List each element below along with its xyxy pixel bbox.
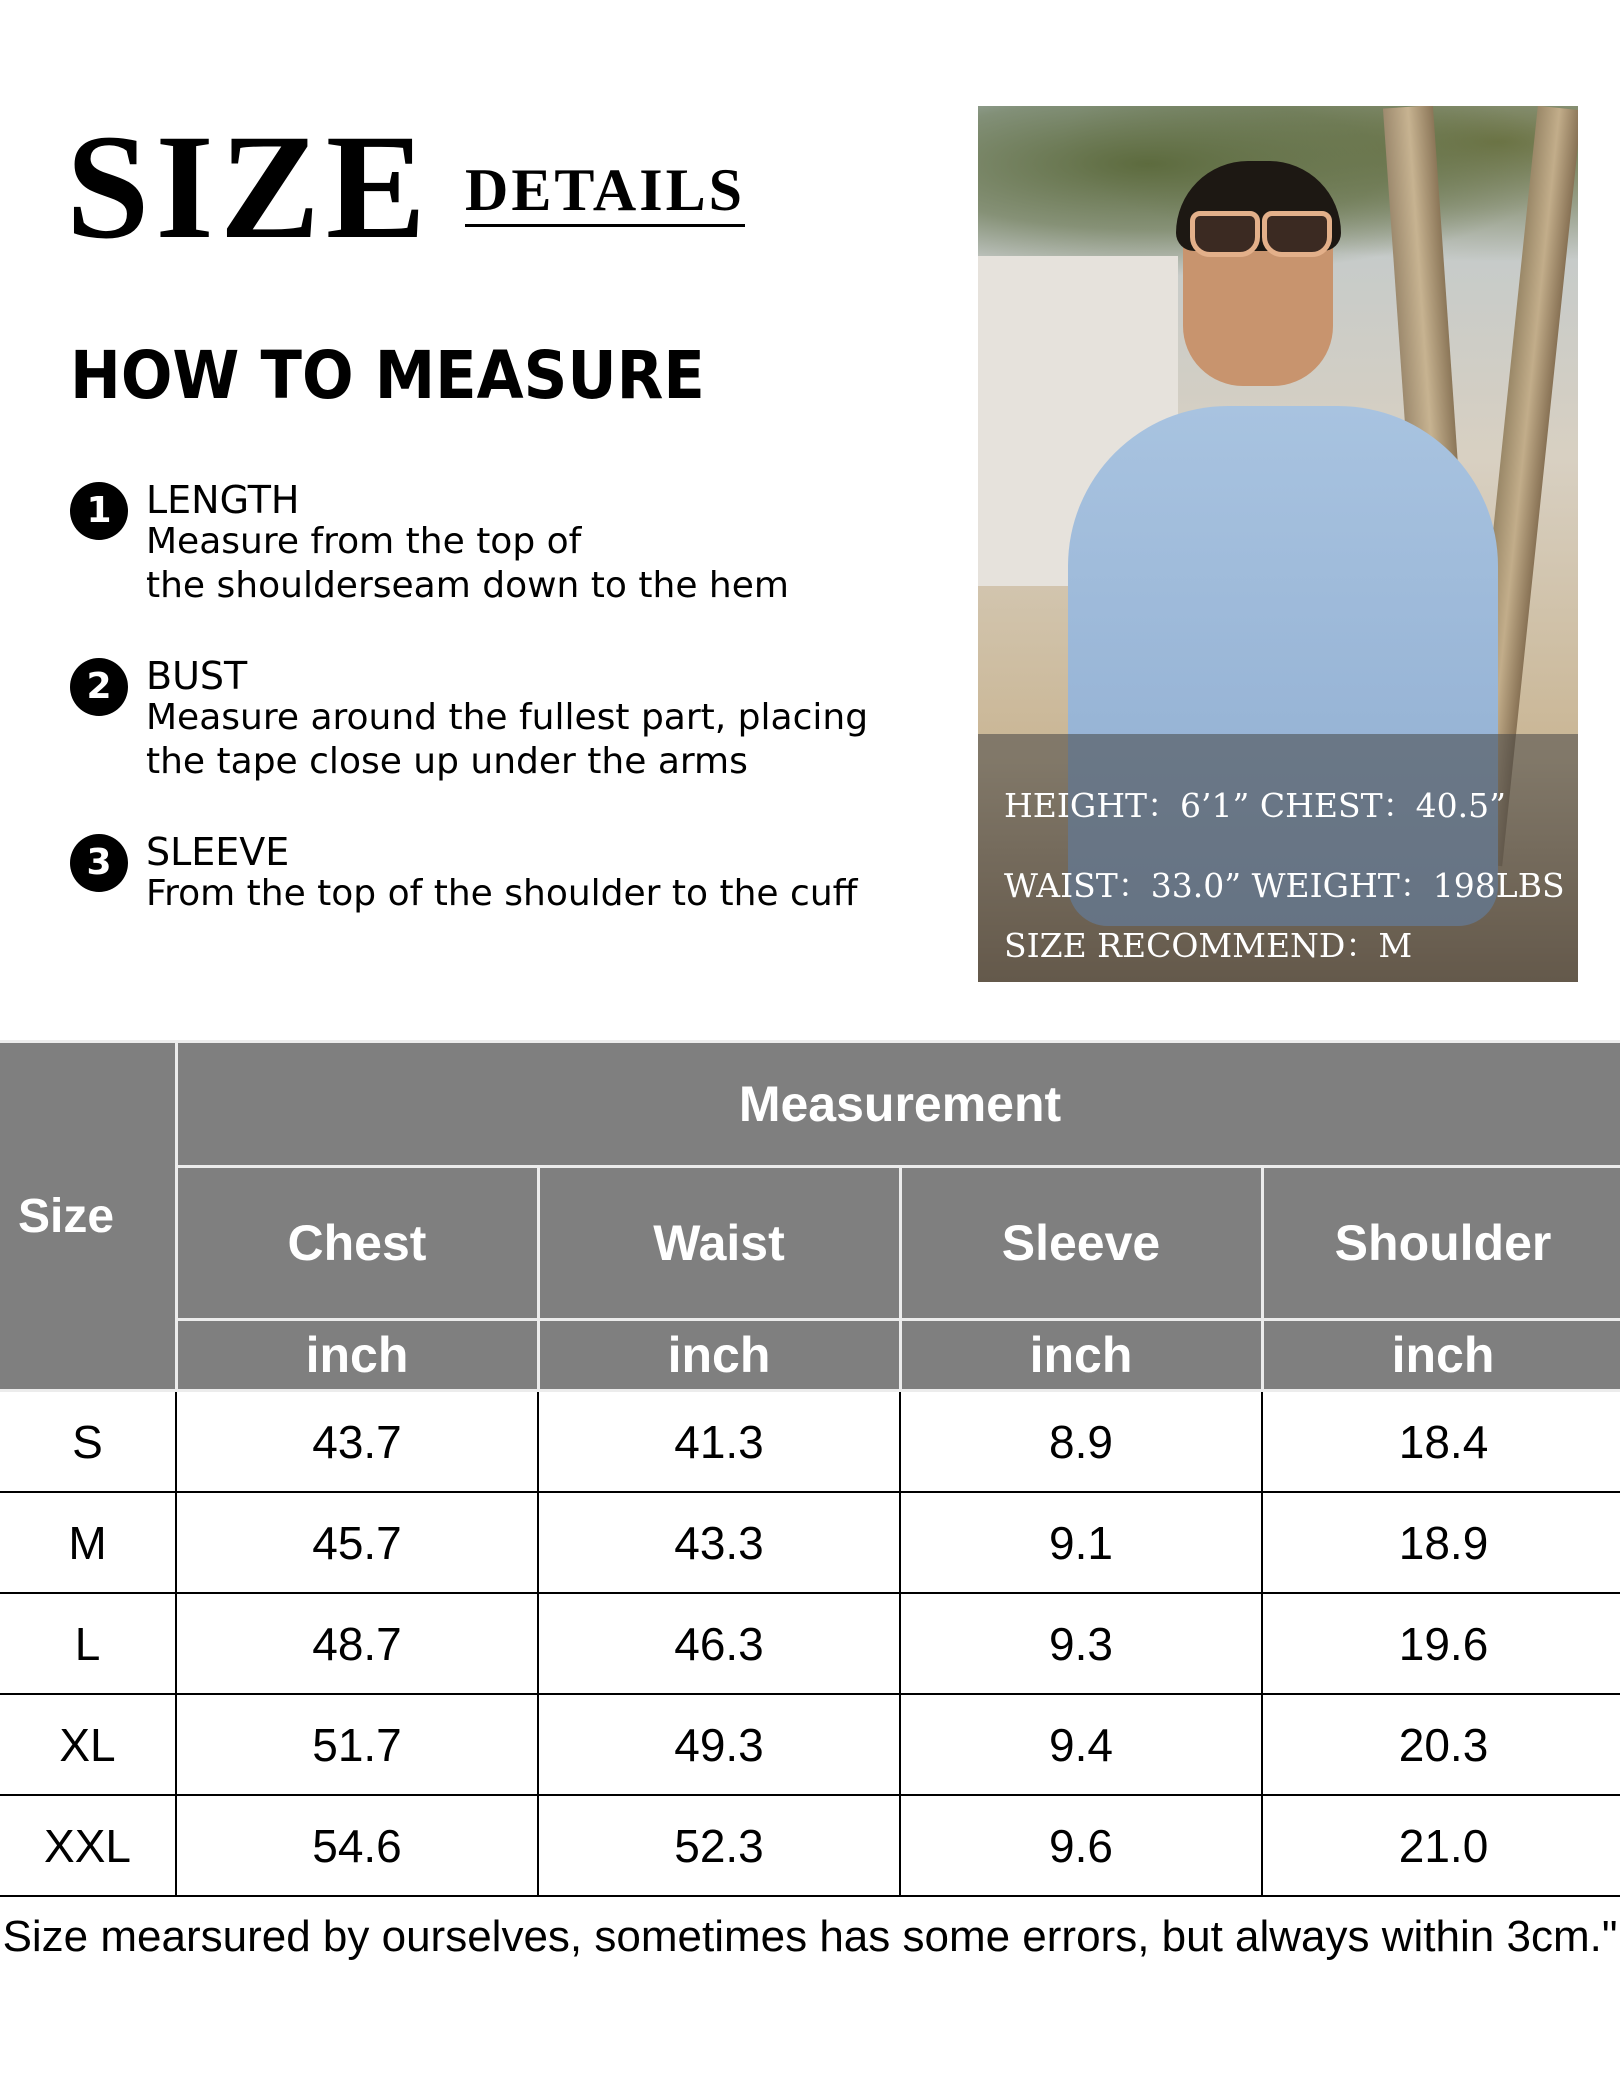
model-stats-overlay xyxy=(978,734,1578,982)
step-title: BUST xyxy=(146,654,248,698)
size-chart-table xyxy=(0,1040,1620,1897)
waist-cell: 49.3 xyxy=(538,1694,900,1795)
sunglasses xyxy=(1190,211,1330,247)
table-row xyxy=(0,1694,1620,1795)
chest-column-header: Chest xyxy=(176,1167,538,1320)
step-description xyxy=(146,872,857,916)
shoulder-column-header: Shoulder xyxy=(1262,1167,1620,1320)
chest-cell: 48.7 xyxy=(176,1593,538,1694)
sleeve-cell: 9.1 xyxy=(900,1492,1262,1593)
size-cell: XL xyxy=(0,1694,176,1795)
measurement-header: Measurement xyxy=(176,1042,1620,1167)
table-row xyxy=(0,1593,1620,1694)
size-cell: S xyxy=(0,1391,176,1493)
step-description-line: the tape close up under the arms xyxy=(146,741,748,782)
size-cell: XXL xyxy=(0,1795,176,1896)
model-height-chest: HEIGHT：6’1” CHEST：40.5” xyxy=(1004,786,1506,825)
step-title: LENGTH xyxy=(146,478,300,522)
step-description xyxy=(146,520,789,608)
model-size-recommend: SIZE RECOMMEND：M xyxy=(1004,926,1413,965)
measurement-disclaimer: Size mearsured by ourselves, sometimes has some errors, but always within 3cm." xyxy=(2,1912,1618,1961)
step-number-3: 3 xyxy=(70,834,128,892)
table-row xyxy=(0,1795,1620,1896)
chest-cell: 51.7 xyxy=(176,1694,538,1795)
chest-cell: 54.6 xyxy=(176,1795,538,1896)
model-waist-weight: WAIST：33.0” WEIGHT：198LBS xyxy=(1004,866,1565,905)
step-number-2: 2 xyxy=(70,658,128,716)
step-description xyxy=(146,696,868,784)
waist-cell: 41.3 xyxy=(538,1391,900,1493)
size-cell: L xyxy=(0,1593,176,1694)
step-description-line: From the top of the shoulder to the cuff xyxy=(146,873,858,914)
unit-label: inch xyxy=(1262,1320,1620,1391)
table-row xyxy=(0,1391,1620,1493)
step-title: SLEEVE xyxy=(146,830,290,874)
shoulder-cell: 18.4 xyxy=(1262,1391,1620,1493)
table-row xyxy=(0,1492,1620,1593)
step-description-line: Measure around the fullest part, placing xyxy=(146,697,869,738)
waist-cell: 52.3 xyxy=(538,1795,900,1896)
shoulder-cell: 21.0 xyxy=(1262,1795,1620,1896)
size-column-header: Size xyxy=(0,1042,176,1391)
sleeve-cell: 9.4 xyxy=(900,1694,1262,1795)
size-title: SIZE xyxy=(66,104,432,270)
step-description-line: Measure from the top of xyxy=(146,521,582,562)
shoulder-cell: 18.9 xyxy=(1262,1492,1620,1593)
how-to-measure-heading: HOW TO MEASURE xyxy=(70,337,705,414)
unit-label: inch xyxy=(538,1320,900,1391)
model-photo xyxy=(978,106,1578,982)
details-title: DETAILS xyxy=(465,160,745,227)
waist-column-header: Waist xyxy=(538,1167,900,1320)
unit-label: inch xyxy=(900,1320,1262,1391)
step-number-1: 1 xyxy=(70,482,128,540)
size-cell: M xyxy=(0,1492,176,1593)
unit-label: inch xyxy=(176,1320,538,1391)
waist-cell: 46.3 xyxy=(538,1593,900,1694)
sleeve-cell: 8.9 xyxy=(900,1391,1262,1493)
waist-cell: 43.3 xyxy=(538,1492,900,1593)
chest-cell: 45.7 xyxy=(176,1492,538,1593)
shoulder-cell: 20.3 xyxy=(1262,1694,1620,1795)
sleeve-cell: 9.3 xyxy=(900,1593,1262,1694)
sleeve-column-header: Sleeve xyxy=(900,1167,1262,1320)
sleeve-cell: 9.6 xyxy=(900,1795,1262,1896)
shoulder-cell: 19.6 xyxy=(1262,1593,1620,1694)
step-description-line: the shoulderseam down to the hem xyxy=(146,565,789,606)
chest-cell: 43.7 xyxy=(176,1391,538,1493)
